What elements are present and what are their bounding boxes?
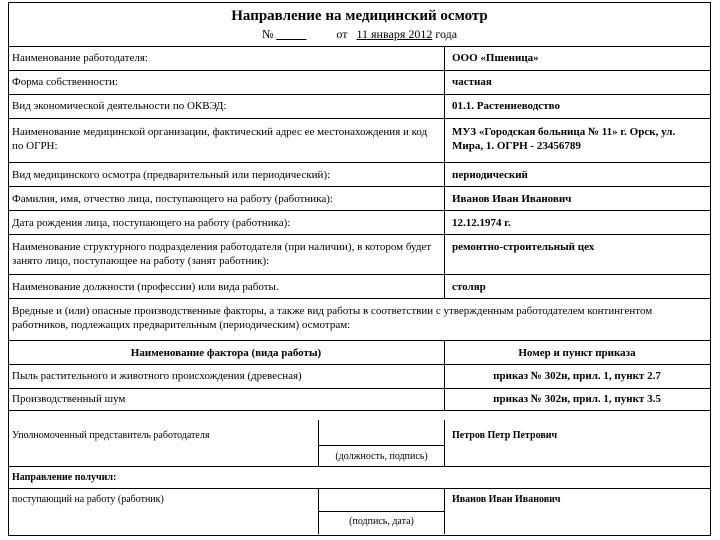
hazard-factor: Производственный шум xyxy=(12,393,126,405)
employer-name-label: Наименование работодателя: xyxy=(12,52,148,64)
hazards-col-order: Номер и пункт приказа xyxy=(518,347,636,359)
birth-date-value: 12.12.1974 г. xyxy=(452,217,511,229)
signature-line xyxy=(318,445,445,446)
ownership-value: частная xyxy=(452,76,492,88)
date-value: 11 января 2012 xyxy=(356,27,433,41)
rule xyxy=(8,162,711,163)
hazard-factor: Пыль растительного и животного происхождения (древесная) xyxy=(12,370,302,382)
rule xyxy=(8,210,711,211)
received-label: Направление получил: xyxy=(12,472,117,483)
employer-rep-name: Петров Петр Петрович xyxy=(452,430,558,441)
date-prefix: от xyxy=(336,27,348,41)
employer-rep-label: Уполномоченный представитель работодателя xyxy=(12,430,210,441)
ownership-label: Форма собственности: xyxy=(12,76,118,88)
hazard-order: приказ № 302н, прил. 1, пункт 3.5 xyxy=(493,393,661,405)
employer-rep-caption: (должность, подпись) xyxy=(335,451,428,462)
position-value: столяр xyxy=(452,281,486,293)
birth-date-label: Дата рождения лица, поступающего на работу (работника): xyxy=(12,217,291,229)
column-divider xyxy=(444,340,445,410)
rule xyxy=(8,410,711,411)
department-label: Наименование структурного подразделения работодателя (при наличии), в котором будет занято лицо, поступающее на работу (занят работник): xyxy=(12,241,432,267)
full-name-value: Иванов Иван Иванович xyxy=(452,193,572,205)
document-title: Направление на медицинский осмотр xyxy=(231,8,488,24)
hazards-col-factor: Наименование фактора (вида работы) xyxy=(130,347,322,359)
number-prefix: № xyxy=(261,27,274,41)
rule xyxy=(8,364,711,365)
rule xyxy=(8,118,711,119)
rule xyxy=(8,274,711,275)
date-suffix: года xyxy=(435,27,458,41)
rule xyxy=(8,234,711,235)
rule xyxy=(8,340,711,341)
rule xyxy=(8,70,711,71)
signature-line xyxy=(318,511,445,512)
full-name-label: Фамилия, имя, отчество лица, поступающего на работу (работника): xyxy=(12,193,333,205)
okved-value: 01.1. Растениеводство xyxy=(452,100,560,112)
rule xyxy=(8,94,711,95)
column-divider xyxy=(444,46,445,298)
rule xyxy=(8,46,711,47)
medical-org-value: МУЗ «Городская больница № 11» г. Орск, ул. Мира, 1. ОГРН - 23456789 xyxy=(452,126,676,152)
rule xyxy=(8,466,711,467)
hazards-intro: Вредные и (или) опасные производственные факторы, а также вид работы в соответствии с утвержденным работодателем контингентом работников, подлежащих предварительным (периодическим) осмотрам: xyxy=(12,305,653,331)
position-label: Наименование должности (профессии) или вида работы. xyxy=(12,281,279,293)
worker-caption: (подпись, дата) xyxy=(349,516,414,527)
exam-type-value: периодический xyxy=(452,169,528,181)
department-value: ремонтно-строительный цех xyxy=(452,241,595,253)
worker-name: Иванов Иван Иванович xyxy=(452,494,561,505)
rule xyxy=(8,388,711,389)
number-value: _____ xyxy=(276,27,307,41)
employer-name-value: ООО «Пшеница» xyxy=(452,52,539,64)
exam-type-label: Вид медицинского осмотра (предварительный или периодический): xyxy=(12,169,331,181)
hazard-order: приказ № 302н, прил. 1, пункт 2.7 xyxy=(493,370,661,382)
okved-label: Вид экономической деятельности по ОКВЭД: xyxy=(12,100,227,112)
rule xyxy=(8,298,711,299)
rule xyxy=(8,488,711,489)
document-number-date xyxy=(8,27,711,42)
worker-label: поступающий на работу (работник) xyxy=(12,494,164,505)
medical-org-label: Наименование медицинской организации, фактический адрес ее местонахождения и код по ОГРН: xyxy=(12,126,428,152)
rule xyxy=(8,186,711,187)
